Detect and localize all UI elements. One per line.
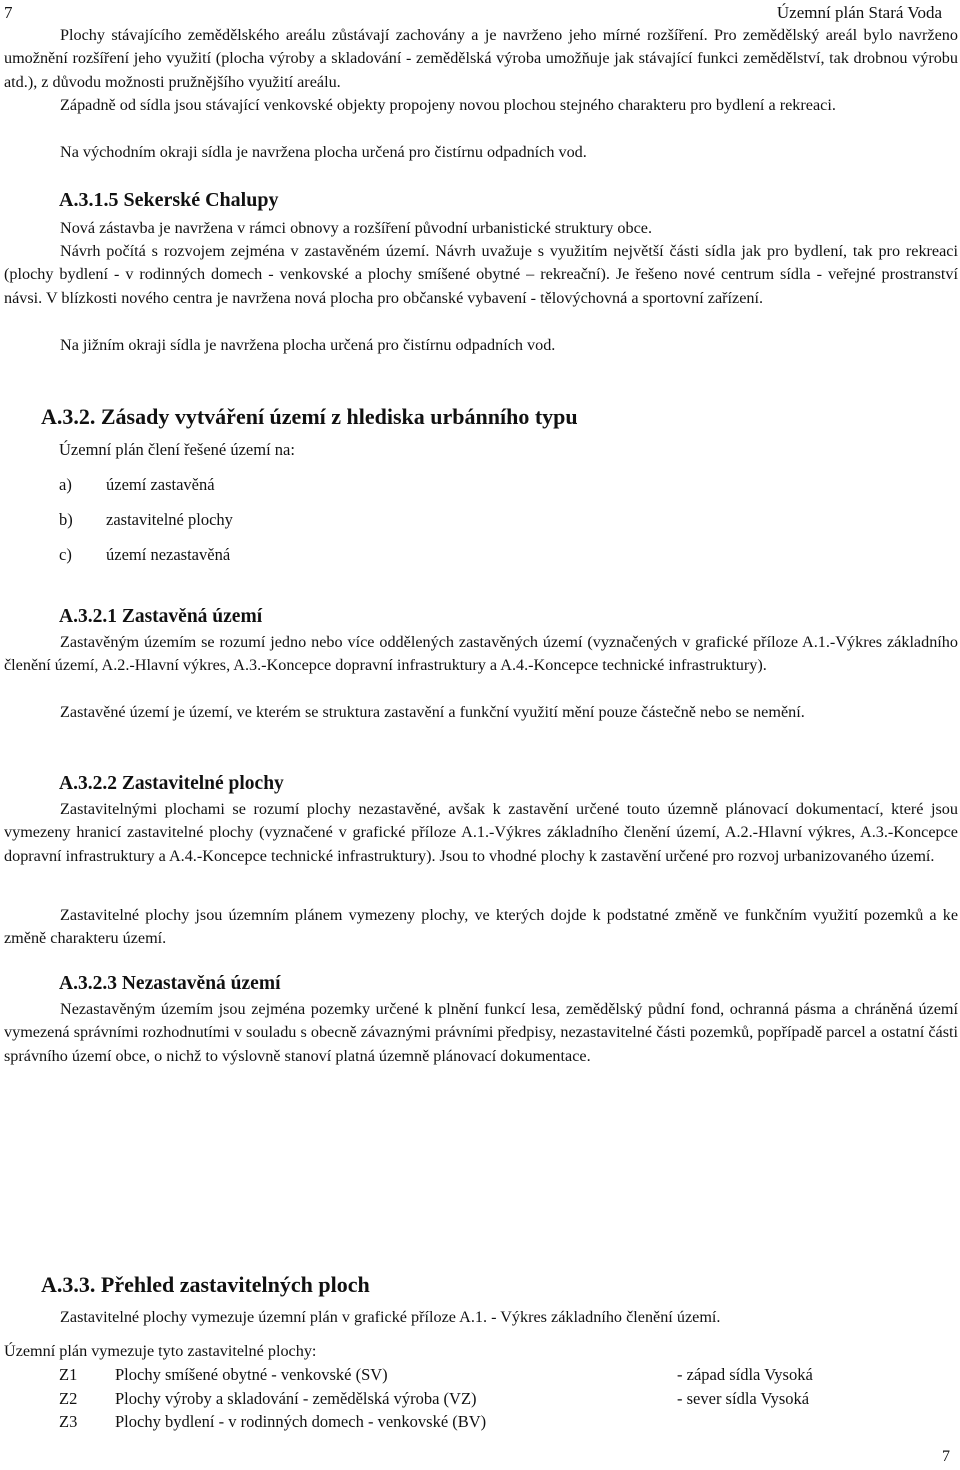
a315-paragraph-2: Návrh počítá s rozvojem zejména v zastavěném území. Návrh uvažuje s využitím největší části sídla jak pro bydlení, tak pro rekreaci (plochy bydlení - v rodinných domech - venkovské a plochy smíšené obytné – rekreační). Je řešeno nové centrum sídla - veřejné prostranství návsi. V blízkosti nového centra je navržena nová plocha pro občanské vybavení - tělovýchovná a sportovní zařízení. — [4, 242, 958, 307]
a321-paragraph-2: Zastavěné území je území, ve kterém se struktura zastavění a funkční využití mění pouze částečně nebo se nemění. — [60, 703, 805, 721]
list-item — [59, 509, 233, 531]
list-item-text: území zastavěná — [106, 475, 215, 494]
heading-a315: A.3.1.5 Sekerské Chalupy — [59, 189, 279, 211]
intro-paragraph-1: Plochy stávajícího zemědělského areálu zůstávají zachovány a je navrženo jeho mírné rozšíření. Pro zemědělský areál bylo navrženo umožnění rozšíření jeho využití (plocha výroby a skladování - zemědělská výroba umožňuje jak stávající funkci zemědělství, tak drobnou výrobu atd.), z důvodu možnosti pružnějšího využití areálu. — [4, 26, 958, 91]
list-item-text: zastavitelné plochy — [106, 510, 233, 529]
a315-paragraph-3: Na jižním okraji sídla je navržena plocha určená pro čistírnu odpadních vod. — [60, 336, 556, 354]
zone-location: - západ sídla Vysoká — [677, 1365, 813, 1384]
zone-location: - sever sídla Vysoká — [677, 1389, 810, 1408]
header-page-number: 7 — [4, 3, 13, 22]
zone-description: Plochy výroby a skladování - zemědělská výroba (VZ) — [115, 1389, 477, 1408]
intro-paragraph-2: Západně od sídla jsou stávající venkovské objekty propojeny novou plochou stejného charakteru pro bydlení a rekreaci. — [60, 96, 836, 114]
heading-a32: A.3.2. Zásady vytváření území z hlediska urbánního typu — [41, 404, 578, 429]
a33-paragraph-1: Zastavitelné plochy vymezuje územní plán v grafické příloze A.1. - Výkres základního členění území. — [60, 1308, 721, 1326]
a322-paragraph-1: Zastavitelnými plochami se rozumí plochy nezastavěné, avšak k zastavění určené touto územně plánovací dokumentací, které jsou vymezeny hranicí zastavitelné plochy (vyznačené v grafické příloze A.1.-Výkres základního členění území, A.2.-Hlavní výkres, A.3.-Koncepce dopravní infrastruktury a A.4.-Koncepce technické infrastruktury). Jsou to vhodné plochy k zastavění určené pro rozvoj urbanizovaného území. — [4, 800, 958, 865]
zone-description: Plochy smíšené obytné - venkovské (SV) — [115, 1365, 388, 1384]
list-item-label: b) — [59, 510, 73, 529]
list-item — [59, 474, 215, 496]
a33-intro: Územní plán vymezuje tyto zastavitelné plochy: — [4, 1342, 317, 1360]
zone-code: Z2 — [59, 1389, 78, 1408]
page-header — [4, 2, 942, 24]
heading-a322: A.3.2.2 Zastavitelné plochy — [59, 773, 284, 794]
intro-paragraph-3: Na východním okraji sídla je navržena plocha určená pro čistírnu odpadních vod. — [60, 143, 587, 161]
footer-page-number: 7 — [942, 1448, 950, 1465]
a323-paragraph-1: Nezastavěným územím jsou zejména pozemky určené k plnění funkcí lesa, zemědělský půdní fond, ochranná pásma a chráněná území vymezená správními rozhodnutími v souladu s obecně závaznými právními předpisy, nezastavitelné části pozemků, popřípadě parcel a ostatní části správního území obce, o nichž to výslovně stanoví platná územně plánovací dokumentace. — [4, 1000, 958, 1065]
a315-paragraph-1: Nová zástavba je navržena v rámci obnovy a rozšíření původní urbanistické struktury obce. — [60, 219, 652, 237]
heading-a33: A.3.3. Přehled zastavitelných ploch — [41, 1272, 370, 1297]
zone-code: Z1 — [59, 1365, 78, 1384]
list-item-label: c) — [59, 545, 72, 564]
a322-paragraph-2: Zastavitelné plochy jsou územním plánem vymezeny plochy, ve kterých dojde k podstatné změně ve funkčním využití pozemků a ke změně charakteru území. — [4, 906, 958, 948]
a321-paragraph-1: Zastavěným územím se rozumí jedno nebo více oddělených zastavěných území (vyznačených v grafické příloze A.1.-Výkres základního členění území, A.2.-Hlavní výkres, A.3.-Koncepce dopravní infrastruktury a A.4.-Koncepce technické infrastruktury). — [4, 633, 958, 675]
list-item — [59, 544, 230, 566]
a32-intro: Územní plán člení řešené území na: — [59, 440, 295, 459]
heading-a321: A.3.2.1 Zastavěná území — [59, 606, 263, 627]
list-item-text: území nezastavěná — [106, 545, 231, 564]
header-title: Územní plán Stará Voda — [776, 3, 942, 22]
zone-code: Z3 — [59, 1412, 78, 1431]
zone-description: Plochy bydlení - v rodinných domech - venkovské (BV) — [115, 1412, 487, 1431]
list-item-label: a) — [59, 475, 72, 494]
heading-a323: A.3.2.3 Nezastavěná území — [59, 973, 281, 994]
